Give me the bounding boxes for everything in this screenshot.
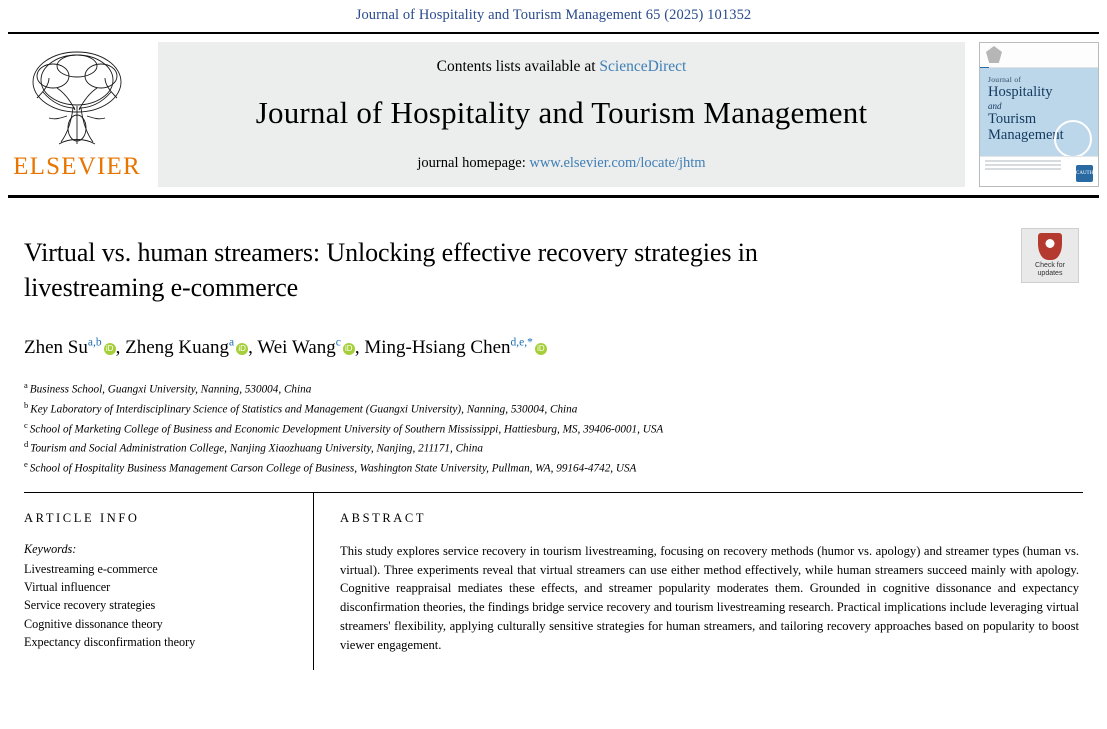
journal-cover-thumbnail [979,42,1099,187]
author-affiliation-marker: a [229,337,235,350]
crossmark-line1: Check for [1035,262,1065,269]
journal-homepage-link[interactable]: www.elsevier.com/locate/jhtm [529,154,706,171]
keyword-item: Cognitive dissonance theory [24,616,163,631]
affiliation-marker: e [24,459,28,470]
orcid-icon[interactable]: iD [343,343,355,355]
affiliation-marker: c [24,419,28,430]
cover-footer [980,156,1098,186]
affiliation-marker: d [24,439,29,450]
abstract-text: This study explores service recovery in tourism livestreaming, focusing on recovery methods (humor vs. apology) and streamer types (human vs. virtual). Three experiments reveal that virtual streamers can use either method effectively, while human streamers succeed mainly with apology. Cognitive reappraisal mediates these effects, and streamer popularity moderates them. Grounded in cognitive dissonance and expectancy disconfirmation theories, the findings bridge service recovery and tourism livestreaming research. Practical implications include leveraging virtual streamers' flexibility, applying culturally sensitive strategies for human streamers, and tailoring recovery approaches based on popularity to boost viewer engagement. [340,543,1079,652]
author-item [364,337,547,358]
journal-title: Journal of Hospitality and Tourism Management [255,94,868,130]
affiliation-text: School of Hospitality Business Management Carson College of Business, Washington State University, Pullman, WA, 99164-4742, USA [29,462,637,475]
running-head: Journal of Hospitality and Tourism Management 65 (2025) 101352 [355,7,752,23]
homepage-line [417,155,705,172]
author-item [24,337,125,358]
author-affiliation-marker: a,b [87,337,102,350]
author-name: Zheng Kuang [125,337,230,359]
author-affiliation-marker: d,e,* [510,337,533,350]
affiliation-text: School of Marketing College of Business and Economic Development University of Southern Mississippi, Hattiesburg, MS, 39406-0001, USA [29,423,664,436]
author-separator: , [354,337,365,359]
orcid-icon[interactable]: iD [535,343,547,355]
affiliation-text: Business School, Guangxi University, Nanning, 530004, China [29,383,312,396]
affiliation-item [24,419,1083,439]
abstract-column [314,493,1083,671]
affiliation-list [24,379,1083,478]
contents-prefix: Contents lists available at [436,57,600,75]
keyword-item: Expectancy disconfirmation theory [24,635,196,650]
cover-publisher-badge: CAUTHE [1076,165,1093,182]
abstract-heading: ABSTRACT [340,510,427,525]
author-item [125,337,257,358]
author-name: Ming-Hsiang Chen [364,337,511,359]
keyword-item: Service recovery strategies [24,598,156,613]
cover-header [980,43,1098,68]
keywords-label: Keywords: [24,541,77,556]
author-separator: , [248,337,258,359]
affiliation-item [24,438,1083,458]
affiliation-marker: b [24,399,29,410]
crossmark-shield-icon [1038,233,1062,260]
page-title: Virtual vs. human streamers: Unlocking effective recovery strategies in livestreaming e-commerce [24,238,758,302]
cover-title-management: Management [988,127,1064,144]
article-info-column [24,493,314,671]
cover-circle-decoration [1054,120,1092,158]
article-content [0,236,1107,670]
homepage-prefix: journal homepage: [417,154,530,171]
cover-title-tourism: Tourism [988,110,1037,127]
elsevier-tree-icon [23,46,131,152]
info-abstract-section [24,493,1083,671]
orcid-icon[interactable]: iD [236,343,248,355]
affiliation-text: Key Laboratory of Interdisciplinary Science of Statistics and Management (Guangxi University), Nanning, 530004, China [30,403,578,416]
affiliation-marker: a [24,380,28,391]
keyword-item: Virtual influencer [24,580,111,595]
crossmark-badge[interactable] [1021,228,1079,283]
affiliation-item [24,399,1083,419]
crossmark-line2: updates [1037,270,1063,278]
author-item [257,337,364,358]
elsevier-wordmark: ELSEVIER [13,152,141,180]
affiliation-item [24,379,1083,399]
cover-title-band [980,68,1098,162]
article-info-heading: ARTICLE INFO [24,510,140,525]
cover-and: and [988,100,1002,111]
cover-emblem-icon [986,46,1002,63]
journal-banner [158,42,965,187]
journal-masthead [8,32,1099,198]
sciencedirect-link[interactable]: ScienceDirect [599,57,687,75]
keyword-item: Livestreaming e-commerce [24,561,158,576]
elsevier-logo [8,34,146,195]
cover-journal-of: Journal of [988,75,1022,84]
affiliation-text: Tourism and Social Administration College, Nanjing Xiaozhuang University, Nanjing, 211171, China [30,443,483,456]
author-separator: , [115,337,126,359]
author-name: Zhen Su [24,337,88,359]
author-name: Wei Wang [257,337,336,359]
author-list [24,335,1083,362]
author-affiliation-marker: c [335,337,341,350]
affiliation-item [24,458,1083,478]
contents-line [437,58,687,76]
keywords-list [24,560,299,651]
cover-title-hospitality: Hospitality [988,84,1053,100]
orcid-icon[interactable]: iD [104,343,116,355]
